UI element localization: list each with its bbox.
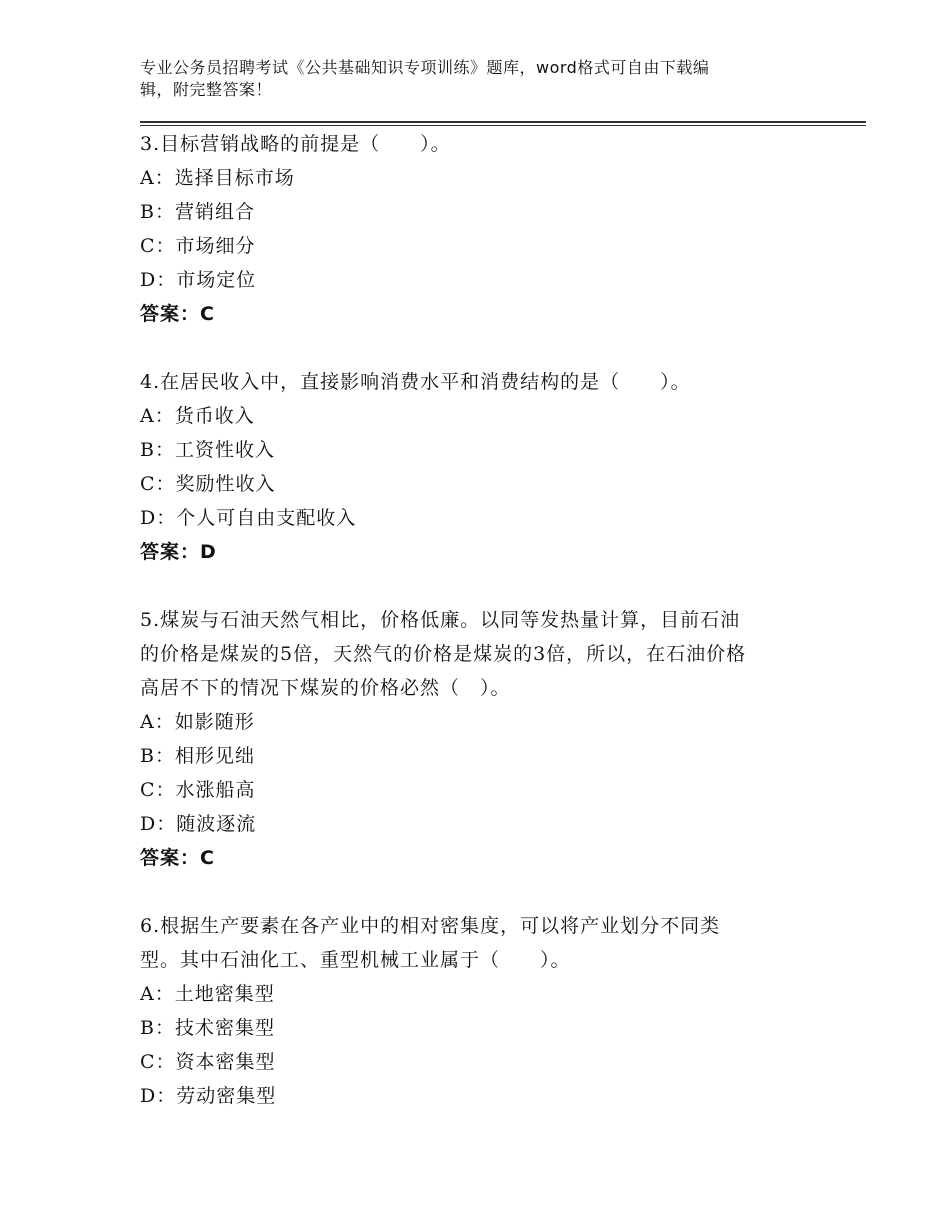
header-line-1: 专业公务员招聘考试《公共基础知识专项训练》题库，word格式可自由下载编 [140,58,710,77]
question-6 [140,909,840,1113]
question-5 [140,603,840,875]
option-c: C：水涨船高 [140,779,256,801]
document-header [140,57,800,101]
question-stem [140,909,840,977]
question-stem [140,365,840,399]
option-c: C：市场细分 [140,235,256,257]
answer-label: 答案：D [140,541,217,563]
stem-line: 6.根据生产要素在各产业中的相对密集度，可以将产业划分不同类 [140,915,721,937]
option-b: B：相形见绌 [140,745,255,767]
option-c: C：奖励性收入 [140,473,276,495]
question-3 [140,127,840,331]
stem-line: 3.目标营销战略的前提是（ ）。 [140,133,451,155]
stem-line: 4.在居民收入中，直接影响消费水平和消费结构的是（ ）。 [140,371,691,393]
answer-label: 答案：C [140,303,215,325]
option-d: D：个人可自由支配收入 [140,507,357,529]
option-b: B：工资性收入 [140,439,275,461]
answer-label: 答案：C [140,847,215,869]
option-d: D：劳动密集型 [140,1085,277,1107]
question-stem [140,127,840,161]
option-b: B：营销组合 [140,201,255,223]
option-a: A：土地密集型 [140,983,275,1005]
question-stem [140,603,840,705]
option-a: A：货币收入 [140,405,255,427]
spacer [140,569,840,603]
question-4 [140,365,840,569]
option-a: A：选择目标市场 [140,167,295,189]
header-line-2: 辑，附完整答案！ [140,80,273,99]
spacer [140,875,840,909]
option-d: D：市场定位 [140,269,257,291]
option-b: B：技术密集型 [140,1017,275,1039]
stem-line: 型。其中石油化工、重型机械工业属于（ ）。 [140,949,571,971]
header-divider-thick [140,121,866,123]
option-c: C：资本密集型 [140,1051,276,1073]
stem-line: 高居不下的情况下煤炭的价格必然（ ）。 [140,677,511,699]
stem-line: 的价格是煤炭的5倍，天然气的价格是煤炭的3倍，所以，在石油价格 [140,643,747,665]
question-list [140,127,840,1113]
spacer [140,331,840,365]
header-divider-thin [140,125,866,126]
option-a: A：如影随形 [140,711,255,733]
option-d: D：随波逐流 [140,813,257,835]
stem-line: 5.煤炭与石油天然气相比，价格低廉。以同等发热量计算，目前石油 [140,609,741,631]
